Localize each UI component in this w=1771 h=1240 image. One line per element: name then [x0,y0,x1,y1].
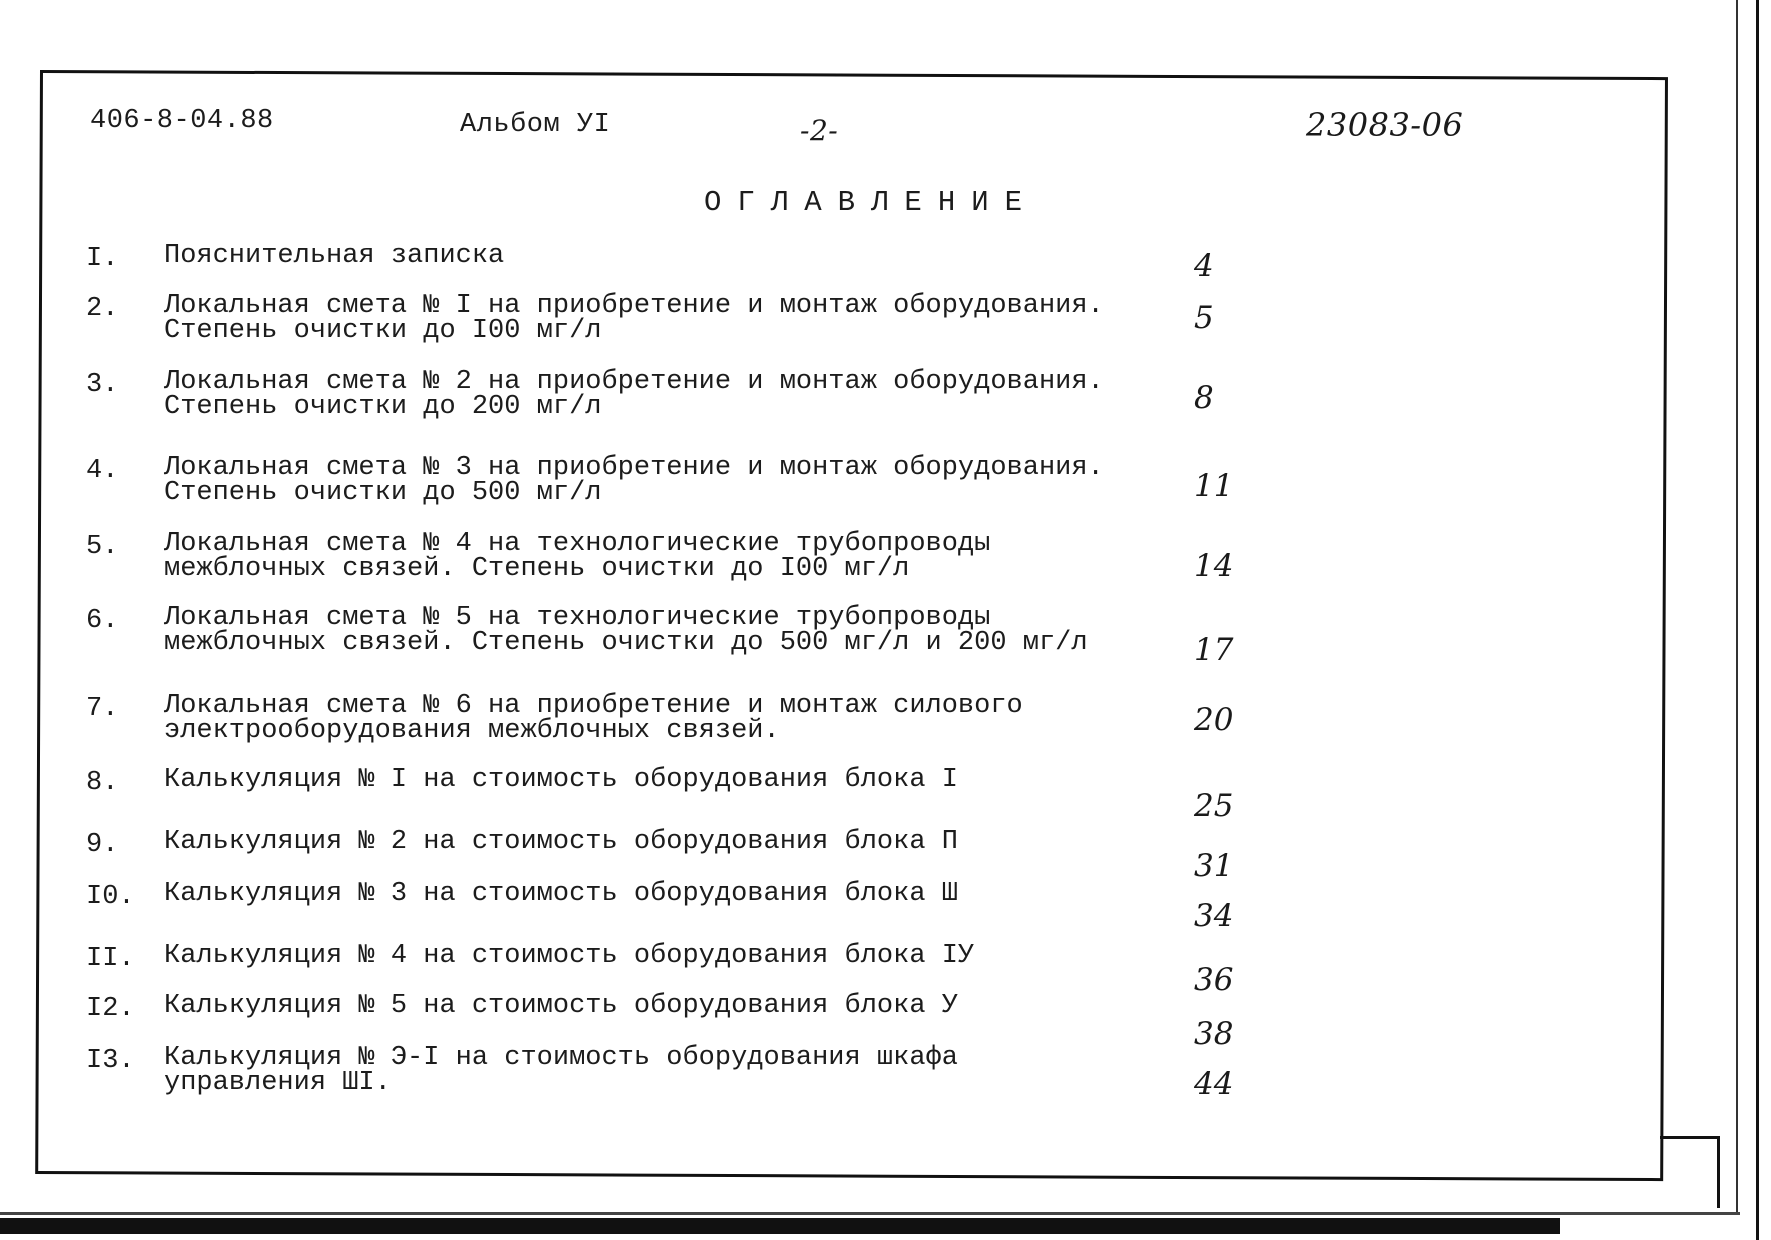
toc-page-number: 38 [1194,1016,1234,1052]
toc-entry-line-2: Степень очистки до 500 мг/л [164,478,602,508]
toc-row [0,765,1400,828]
toc-entry-line-1: Калькуляция № I на стоимость оборудования блока I [164,765,958,795]
scan-edge-line [1756,0,1759,1240]
toc-entry-line-1: Локальная смета № 2 на приобретение и монтаж оборудования. [164,367,1104,397]
toc-number: I2. [86,994,135,1024]
toc-entry-line-2: Степень очистки до I00 мг/л [164,316,602,346]
toc-entry-line-1: Калькуляция № 2 на стоимость оборудования блока П [164,827,958,857]
toc-page-number: 8 [1194,380,1214,416]
toc-entry-text [164,241,505,271]
inventory-number: 23083-06 [1306,106,1464,144]
toc-entry-line-1: Пояснительная записка [164,241,505,271]
title-block-corner [1660,1136,1720,1208]
scan-bottom-bar [0,1218,1560,1234]
toc-entry-text [164,765,958,795]
album-label: Альбом УI [460,110,611,140]
toc-row [0,1043,1400,1106]
toc-number: I. [86,244,119,274]
toc-entry-text [164,291,1104,346]
toc-entry-text [164,879,958,909]
toc-entry-text [164,453,1104,508]
toc-entry-line-2: Степень очистки до 200 мг/л [164,392,602,422]
toc-page-number: 11 [1194,468,1234,504]
toc-number: I0. [86,882,135,912]
toc-page-number: 14 [1194,548,1234,584]
toc-row [0,529,1400,592]
toc-entry-line-2: управления ШI. [164,1068,391,1098]
toc-number: 2. [86,294,119,324]
toc-entry-line-2: межблочных связей. Степень очистки до I00 мг/л [164,554,910,584]
toc-number: 9. [86,830,119,860]
toc-row [0,453,1400,516]
sheet-edge-line [1736,0,1738,1215]
toc-number: 6. [86,606,119,636]
toc-row [0,367,1400,430]
bottom-edge-line [0,1212,1740,1215]
toc-number: I3. [86,1046,135,1076]
toc-page-number: 20 [1194,702,1234,738]
toc-entry-line-1: Калькуляция № 5 на стоимость оборудования блока У [164,991,958,1021]
toc-row [0,603,1400,668]
toc-page-number: 17 [1194,632,1234,668]
toc-entry-line-1: Локальная смета № I на приобретение и монтаж оборудования. [164,291,1104,321]
toc-entry-text [164,691,1023,746]
toc-entry-line-1: Локальная смета № 5 на технологические трубопроводы [164,603,991,633]
toc-entry-line-1: Калькуляция № Э-I на стоимость оборудования шкафа [164,1043,958,1073]
toc-page-number: 36 [1194,962,1234,998]
toc-page-number: 44 [1194,1066,1234,1102]
toc-entry-line-2: межблочных связей. Степень очистки до 500 мг/л и 200 мг/л [164,628,1088,658]
toc-entry-text [164,1043,958,1098]
toc-entry-text [164,991,958,1021]
toc-number: 5. [86,532,119,562]
toc-entry-text [164,827,958,857]
toc-entry-text [164,603,1088,658]
toc-entry-text [164,529,991,584]
toc-entry-line-1: Локальная смета № 4 на технологические трубопроводы [164,529,991,559]
toc-page-number: 4 [1194,248,1214,284]
toc-page-number: 34 [1194,898,1234,934]
doc-code: 406-8-04.88 [90,106,274,136]
toc-row [0,691,1400,754]
toc-entry-line-1: Локальная смета № 3 на приобретение и монтаж оборудования. [164,453,1104,483]
toc-row [0,291,1400,354]
toc-number: 3. [86,370,119,400]
toc-page-number: 31 [1194,848,1234,884]
toc-page-number: 5 [1194,300,1214,336]
page-number: -2- [800,114,839,147]
page-title: ОГЛАВЛЕНИЕ [704,186,1039,219]
toc-entry-line-1: Калькуляция № 4 на стоимость оборудования блока IУ [164,941,975,971]
toc-number: 7. [86,694,119,724]
toc-entry-text [164,941,975,971]
toc-entry-line-1: Локальная смета № 6 на приобретение и монтаж силового [164,691,1023,721]
toc-row [0,879,1400,942]
toc-page-number: 25 [1194,788,1234,824]
toc-number: 8. [86,768,119,798]
toc-entry-line-2: электрооборудования межблочных связей. [164,716,780,746]
toc-number: 4. [86,456,119,486]
toc-number: II. [86,944,135,974]
toc-entry-text [164,367,1104,422]
toc-entry-line-1: Калькуляция № 3 на стоимость оборудования блока Ш [164,879,958,909]
